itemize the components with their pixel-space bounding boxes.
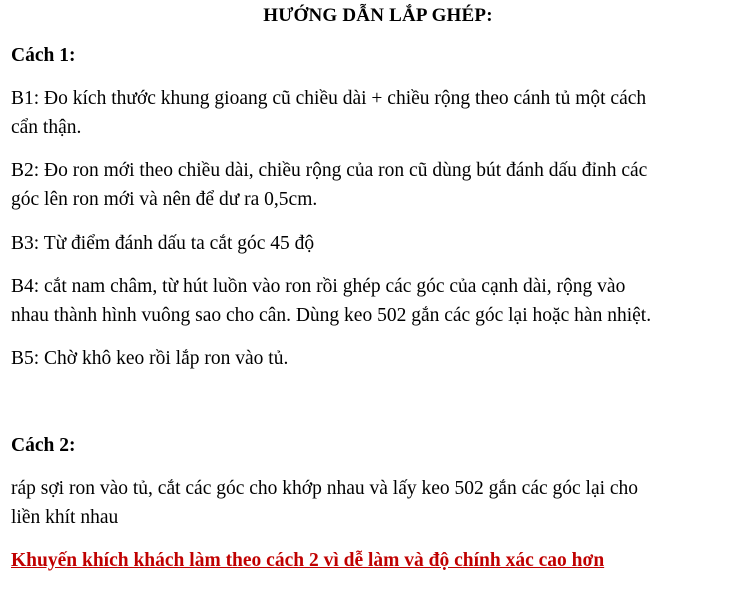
step-2-line-2: góc lên ron mới và nên để dư ra 0,5cm. [11, 189, 318, 210]
method-2-line-1: ráp sợi ron vào tủ, cắt các góc cho khớp nhau và lấy keo 502 gắn các góc lại cho [11, 478, 639, 499]
recommendation-note: Khuyến khích khách làm theo cách 2 vì dễ làm và độ chính xác cao hơn [11, 550, 605, 571]
method-2-heading: Cách 2: [11, 435, 76, 456]
step-5 [11, 344, 756, 373]
step-4-line-2: nhau thành hình vuông sao cho cân. Dùng keo 502 gắn các góc lại hoặc hàn nhiệt. [11, 305, 652, 326]
step-4 [11, 272, 756, 330]
method-2-text [11, 474, 756, 532]
step-1-line-1: B1: Đo kích thước khung gioang cũ chiều dài + chiều rộng theo cánh tủ một cách [11, 88, 647, 109]
step-1 [11, 84, 756, 142]
method-1-heading: Cách 1: [11, 45, 76, 66]
step-4-line-1: B4: cắt nam châm, từ hút luồn vào ron rồi ghép các góc của cạnh dài, rộng vào [11, 276, 626, 297]
step-2 [11, 156, 756, 214]
step-1-line-2: cẩn thận. [11, 117, 82, 138]
step-5-line-1: B5: Chờ khô keo rồi lắp ron vào tủ. [11, 348, 289, 369]
step-3 [11, 229, 756, 258]
step-3-line-1: B3: Từ điểm đánh dấu ta cắt góc 45 độ [11, 233, 315, 254]
method-2-line-2: liền khít nhau [11, 507, 119, 528]
document-title: HƯỚNG DẪN LẮP GHÉP: [263, 5, 493, 26]
step-2-line-1: B2: Đo ron mới theo chiều dài, chiều rộng của ron cũ dùng bút đánh dấu đỉnh các [11, 160, 648, 181]
